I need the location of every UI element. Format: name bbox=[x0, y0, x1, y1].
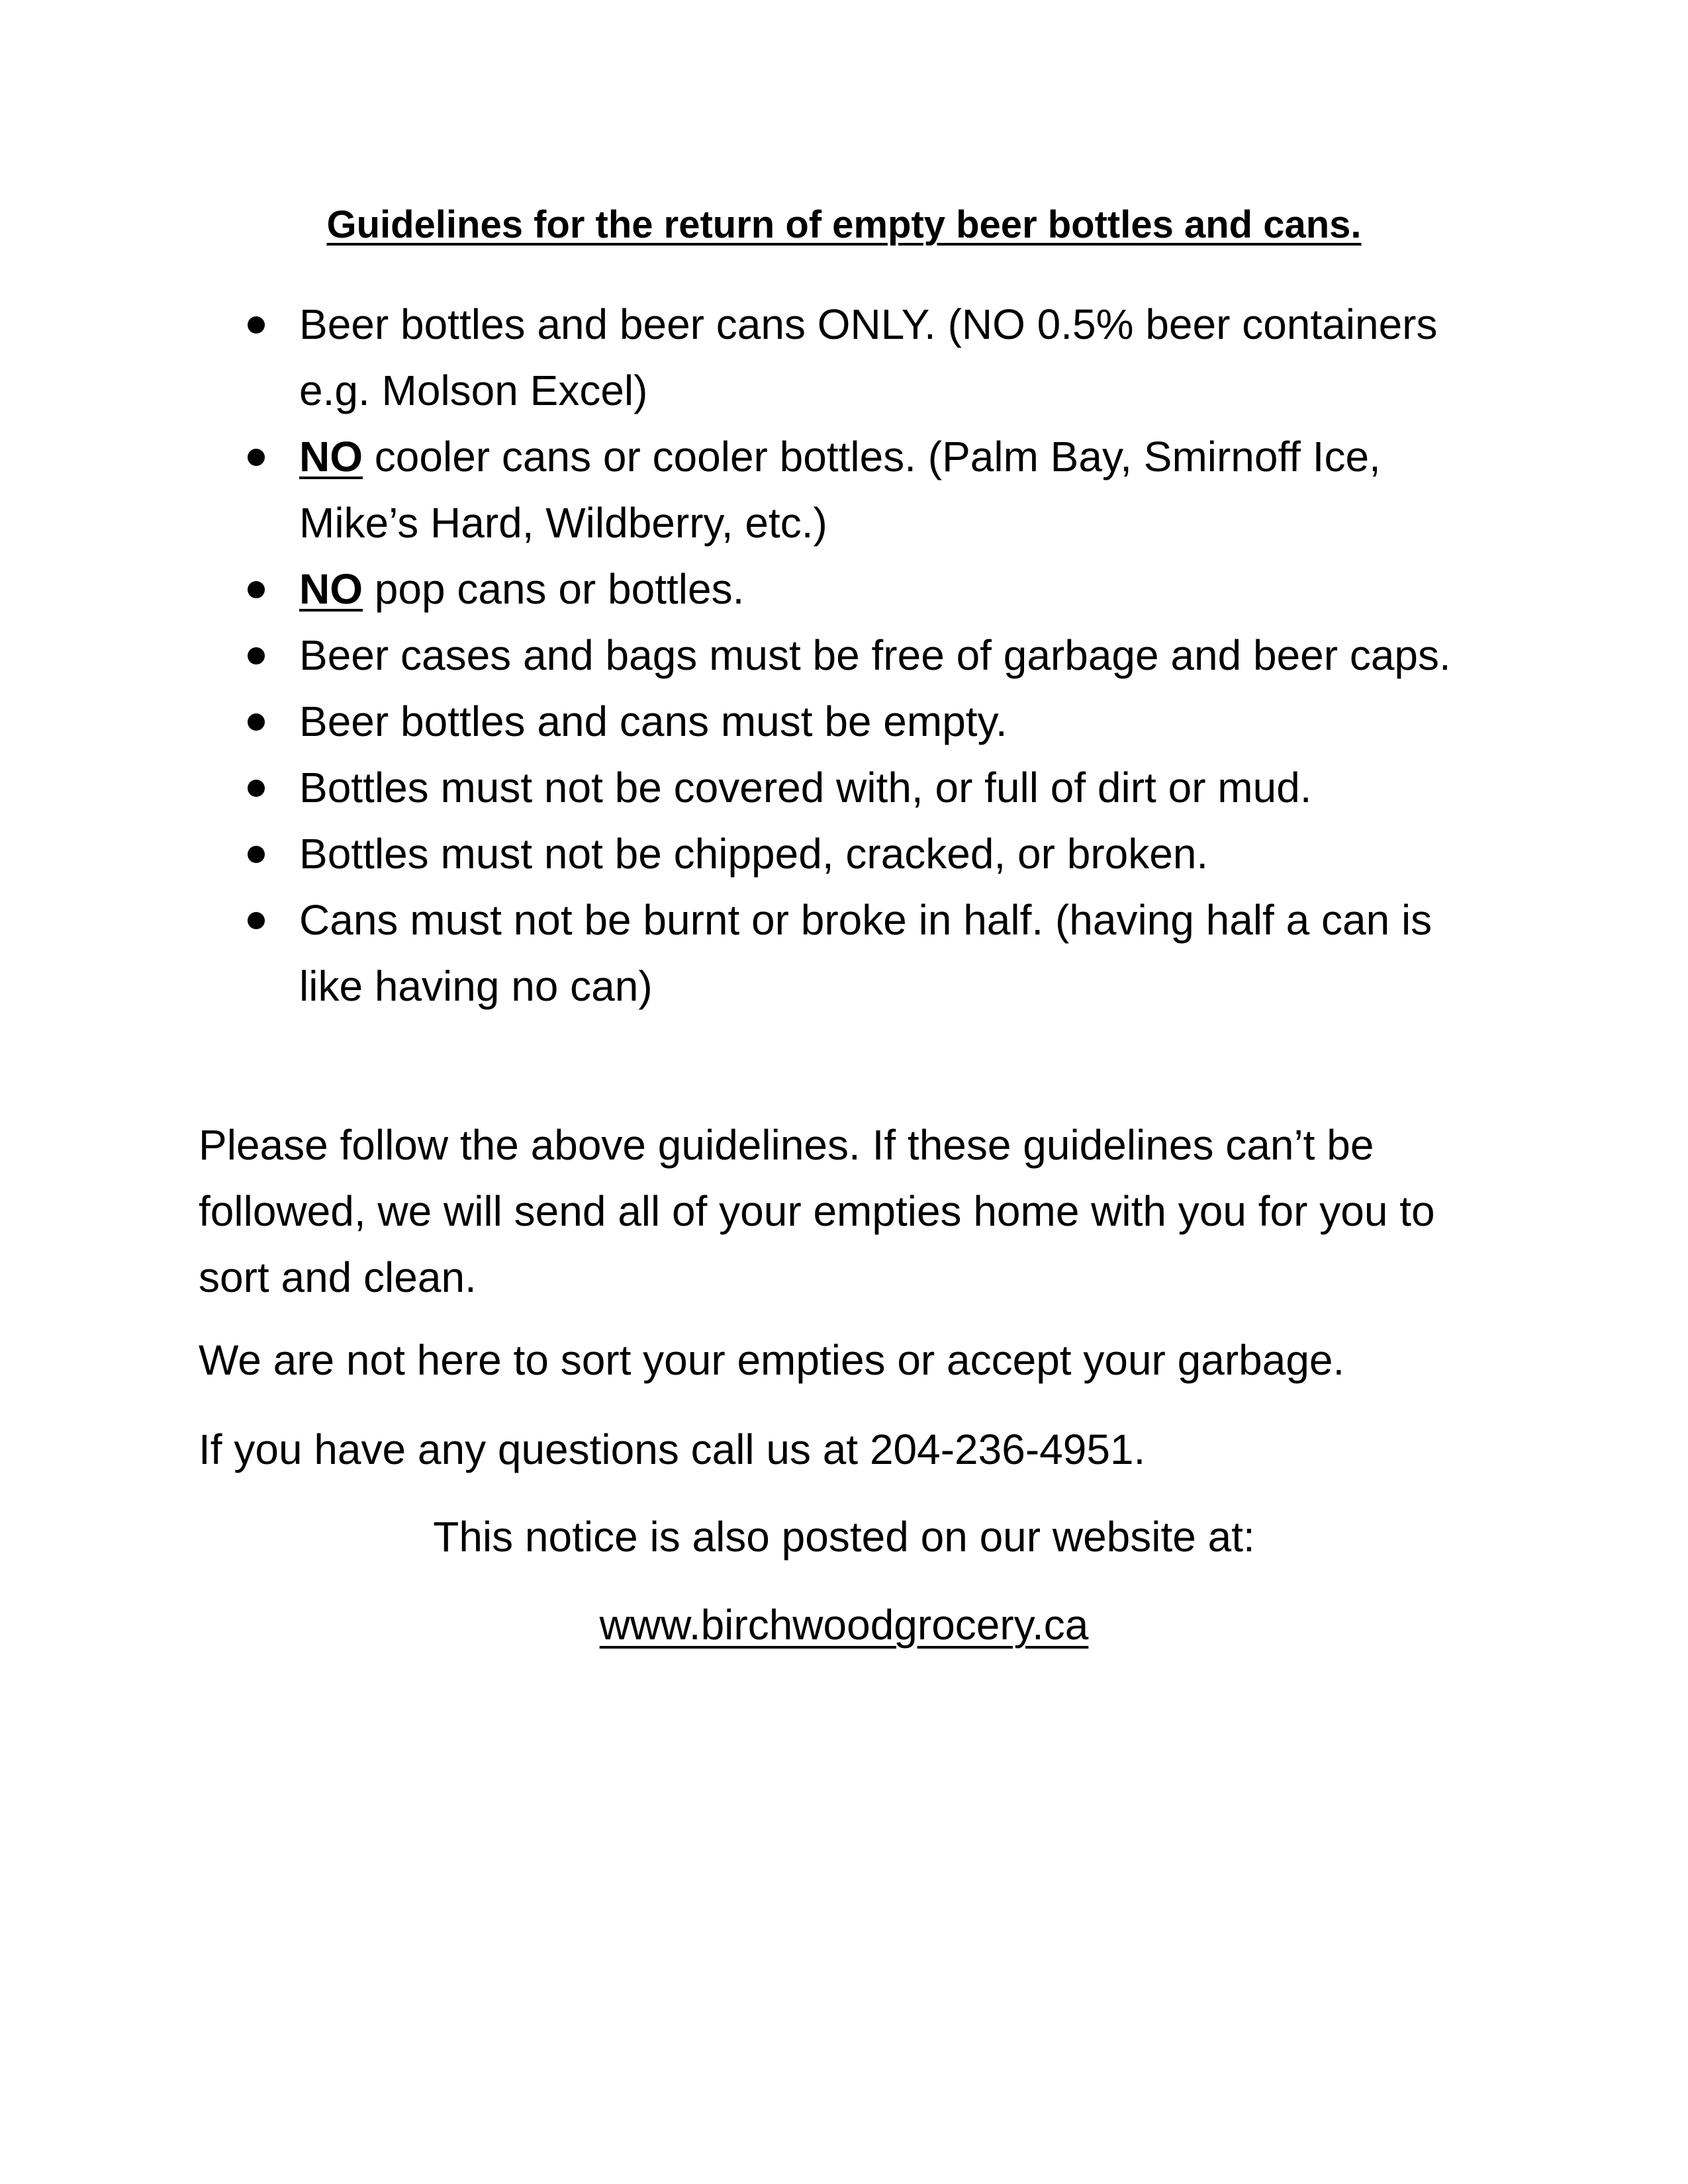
page-title: Guidelines for the return of empty beer bottles and cans. bbox=[326, 203, 1362, 246]
guideline-item bbox=[248, 688, 1505, 754]
guideline-item bbox=[248, 291, 1505, 424]
guideline-item bbox=[248, 556, 1505, 622]
questions-paragraph: If you have any questions call us at 204-236-4951. bbox=[199, 1426, 1146, 1473]
guideline-item bbox=[248, 821, 1505, 887]
guideline-text: pop cans or bottles. bbox=[363, 565, 745, 613]
guideline-text: Beer bottles and cans must be empty. bbox=[299, 698, 1008, 745]
guideline-item bbox=[248, 754, 1505, 821]
website-line bbox=[199, 1592, 1489, 1658]
bullet-icon bbox=[248, 581, 265, 598]
guideline-text: Bottles must not be covered with, or full of dirt or mud. bbox=[299, 764, 1312, 811]
bullet-icon bbox=[248, 713, 265, 731]
bullet-icon bbox=[248, 846, 265, 863]
bullet-icon bbox=[248, 316, 265, 334]
not-here-paragraph: We are not here to sort your empties or accept your garbage. bbox=[199, 1336, 1345, 1384]
bullet-icon bbox=[248, 780, 265, 797]
guideline-item bbox=[248, 622, 1505, 688]
notice-text: This notice is also posted on our website at: bbox=[433, 1513, 1255, 1561]
guideline-text: Beer cases and bags must be free of garbage and beer caps. bbox=[299, 631, 1451, 679]
follow-guidelines-paragraph: Please follow the above guidelines. If these guidelines can’t be followed, we will send all of your empties home with you for you to sort and clean. bbox=[199, 1121, 1435, 1301]
guidelines-list bbox=[248, 291, 1505, 1019]
guideline-text: Bottles must not be chipped, cracked, or broken. bbox=[299, 830, 1209, 878]
guideline-emphasis: NO bbox=[299, 565, 363, 613]
guideline-text: Beer bottles and beer cans ONLY. (NO 0.5% beer containers e.g. Molson Excel) bbox=[299, 300, 1438, 414]
guideline-item bbox=[248, 887, 1505, 1019]
guideline-item bbox=[248, 424, 1505, 556]
bullet-icon bbox=[248, 449, 265, 466]
bullet-icon bbox=[248, 647, 265, 664]
guideline-text: cooler cans or cooler bottles. (Palm Bay, Smirnoff Ice, Mike’s Hard, Wildberry, etc.) bbox=[299, 433, 1381, 547]
website-link[interactable]: www.birchwoodgrocery.ca bbox=[599, 1601, 1089, 1649]
guideline-emphasis: NO bbox=[299, 433, 363, 480]
guideline-text: Cans must not be burnt or broke in half. (having half a can is like having no can) bbox=[299, 896, 1432, 1010]
bullet-icon bbox=[248, 912, 265, 929]
